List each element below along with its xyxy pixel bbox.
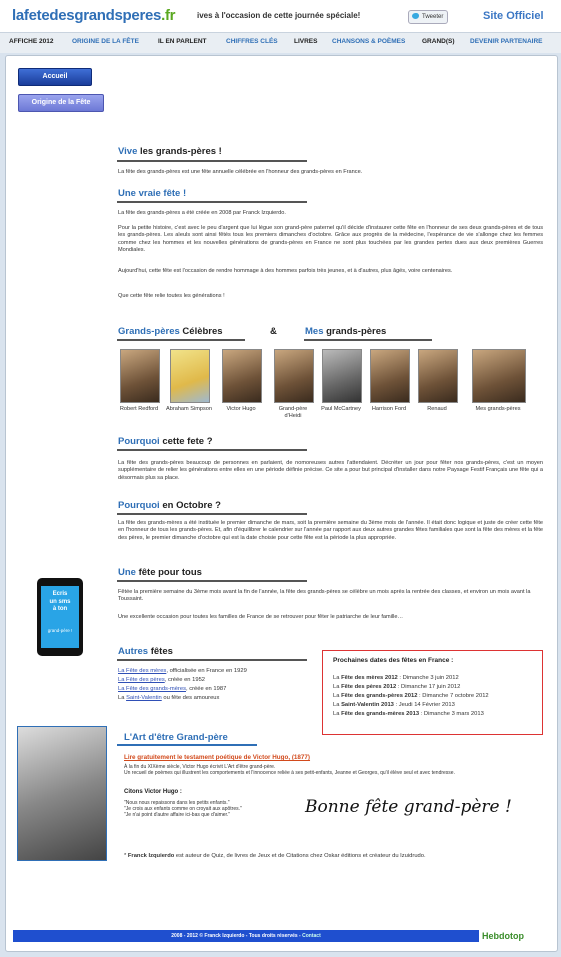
contact-link[interactable]: Contact (302, 933, 321, 939)
section-title-mes-grands-peres: Mes grands-pères (305, 326, 387, 337)
caption-grand-pere-heidi: Grand-père d'Heidi (278, 406, 308, 419)
section-title-octobre: Pourquoi en Octobre ? (118, 500, 221, 511)
nav-chiffres-cles[interactable]: CHIFFRES CLÉS (226, 38, 278, 45)
caption-victor-hugo: Victor Hugo (226, 406, 256, 412)
date-item: La Fête des grands-mères 2013 : Dimanche 3 mars 2013 (333, 711, 484, 717)
nav-chansons-poemes[interactable]: CHANSONS & POÈMES (332, 38, 406, 45)
section-divider (117, 513, 307, 515)
hugo-line-2: Un recueil de poèmes qui illustrent les comportements et l'innocence reliée à ses petit-enfants, Jeanne et Georges, qu'il élève seul et avec tendresse. (124, 770, 455, 776)
quote-3: "Je n'ai point d'autre affaire ici-bas que d'aimer." (124, 812, 231, 818)
nav-livres[interactable]: LIVRES (294, 38, 318, 45)
header-tagline: ives à l'occasion de cette journée spéciale! (197, 11, 361, 20)
section-title-art-grand-pere: L'Art d'être Grand-père (124, 732, 228, 743)
bonne-fete-signature: Bonne fête grand-père ! (305, 797, 512, 817)
portrait-robert-redford[interactable] (120, 349, 160, 403)
origine-fete-button[interactable]: Origine de la Fête (18, 94, 104, 112)
quote-2: "Je crois aux enfants comme on croyait aux apôtres." (124, 806, 242, 812)
portrait-mes-grands-peres[interactable] (472, 349, 526, 403)
link-fete-des-meres[interactable]: La Fête des mères (118, 668, 167, 674)
dates-heading: Prochaines dates des fêtes en France : (333, 657, 454, 664)
section-title-pourquoi: Pourquoi cette fete ? (118, 436, 213, 447)
testament-poetique-link[interactable]: Lire gratuitement le testament poétique de Victor Hugo, (1877) (124, 754, 311, 761)
hugo-line-1: À la fin du XIXème siècle, Victor Hugo écrivit L'Art d'être grand-père. (124, 764, 276, 770)
citons-heading: Citons Victor Hugo : (124, 789, 182, 795)
link-saint-valentin[interactable]: Saint-Valentin (126, 695, 162, 701)
vraie-fete-p1: La fête des grands-pères a été créée en 2008 par Franck Izquierdo. (118, 210, 286, 216)
section-title-fete-pour-tous: Une fête pour tous (118, 567, 202, 578)
section-divider (117, 580, 307, 582)
site-officiel-label: Site Officiel (483, 10, 544, 22)
caption-mes-grands-peres: Mes grands-pères (475, 406, 521, 412)
portrait-abraham-simpson[interactable] (170, 349, 210, 403)
twitter-bird-icon (412, 13, 419, 19)
fete-pour-tous-p1: Fêtée la première semaine du 3ème mois avant la fin de l'année, la fête des grands-pères se célèbre un mois après la rentrée des classes, et environ un mois avant la Toussaint. (118, 589, 531, 603)
tweet-button[interactable]: Tweeter (408, 10, 448, 24)
vraie-fete-p2: Pour la petite histoire, c'est avec le peu d'argent que lui légue son grand-père paternel qu'il décide d'instaurer cette fête en l'honneur de ses deux grands-pères et de tous les grands-pères. Les aïeuls sont ainsi fêtés tous les premiers dimanches d'octobre. Grâce aux progrès de la médecine, l'espérance de vie s'allonge chez les femmes comme chez les hommes et les nouvelles générations de grands-pères en France ne sont plus touchées par les grandes pertes dues aux deux premières Guerres Mondiales. (118, 225, 543, 254)
section-title-autres-fetes: Autres fêtes (118, 646, 173, 657)
caption-harrison-ford: Harrison Ford (371, 406, 407, 412)
nav-il-en-parlent[interactable]: IL EN PARLENT (158, 38, 207, 45)
caption-robert-redford: Robert Redford (119, 406, 159, 412)
vive-text: La fête des grands-pères est une fête annuelle célébrée en l'honneur des grands-pères en France. (118, 169, 363, 175)
date-item: La Fête des mères 2012 : Dimanche 3 juin 2012 (333, 675, 459, 681)
nav-affiche-2012[interactable]: AFFICHE 2012 (9, 38, 54, 45)
link-fete-des-peres[interactable]: La Fête des pères (118, 677, 165, 683)
sms-banner-subtext: grand-père ! (47, 628, 73, 633)
octobre-text: La fête des grands-mères a été instituée le premier dimanche de mars, soit la première semaine du 3ème mois de l'année. Il était donc logique et juste de créer cette fête en l'honneur de tous les grands-pères. Et, afin d'équilibrer le calendrier sur l'année par rapport aux deux autres grandes fêtes familiales que sont la fête des mères et la fête des pères, le premier dimanche d'octobre qui est la date choisie pour cette fête est la période la plus appropriée. (118, 520, 543, 541)
nav-origine-fete[interactable]: ORIGINE DE LA FÊTE (72, 38, 139, 45)
portrait-renaud[interactable] (418, 349, 458, 403)
footer-bar: 2008 - 2012 © Franck Izquierdo - Tous droits réservés - Contact (13, 930, 479, 942)
victor-hugo-photo (17, 726, 107, 861)
pourquoi-text: La fête des grands-pères beaucoup de personnes en parlaient, de nomoreuses autres l'attendaient. Décréter un jour pour fêter nos grands-pères, c'est un moyen supplémentaire de relier les générations entre elles en une période définie précise. Ce site a pour but principal d'installer dans notre Paysage Festif Français une fête qui a désormais plus sa place. (118, 460, 543, 481)
portrait-harrison-ford[interactable] (370, 349, 410, 403)
prochaines-dates-box (322, 650, 543, 735)
accueil-button[interactable]: Accueil (18, 68, 92, 86)
caption-paul-mccartney: Paul McCartney (321, 406, 361, 412)
portrait-paul-mccartney[interactable] (322, 349, 362, 403)
portrait-grand-pere-heidi[interactable] (274, 349, 314, 403)
nav-devenir-partenaire[interactable]: DEVENIR PARTENAIRE (470, 38, 543, 45)
section-title-vive: Vive les grands-pères ! (118, 146, 222, 157)
autre-fete-item: La Fête des grands-mères, créée en 1987 (118, 686, 227, 692)
section-divider (304, 339, 432, 341)
fete-pour-tous-p2: Une excellente occasion pour toutes les familles de France de se retrouver pour fêter le patriarche de leur famille… (118, 614, 404, 620)
sms-phone-banner[interactable] (37, 578, 83, 656)
author-credit: * Franck Izquierdo est auteur de Quiz, de livres de Jeux et de Citations chez Oskar éditions et créateur du Izuidrudo. (124, 853, 426, 859)
vraie-fete-p3: Aujourd'hui, cette fête est l'occasion de rendre hommage à des hommes parfois très jeunes, et à d'autres, plus âgés, voire centenaires. (118, 268, 453, 274)
quote-1: "Nous nous repaissons dans les petits enfants." (124, 800, 230, 806)
section-title-vraie-fete: Une vraie fête ! (118, 188, 187, 199)
autre-fete-item: La Saint-Valentin ou fête des amoureux (118, 695, 220, 701)
link-fete-des-grands-meres[interactable]: La Fête des grands-mères (118, 686, 186, 692)
nav-grands[interactable]: GRAND(S) (422, 38, 455, 45)
caption-abraham-simpson: Abraham Simpson (166, 406, 213, 412)
section-divider (117, 201, 307, 203)
site-header (0, 0, 561, 33)
site-logo[interactable]: lafetedesgrandsperes.fr (12, 7, 176, 24)
sms-banner-text: Ecris un sms à ton (49, 591, 71, 612)
portrait-victor-hugo[interactable] (222, 349, 262, 403)
section-title-celebres: Grands-pères Célèbres (118, 326, 223, 337)
main-nav (0, 33, 561, 53)
section-divider (117, 339, 245, 341)
section-divider (117, 659, 307, 661)
section-divider (117, 160, 307, 162)
vraie-fete-p4: Que cette fête relie toutes les générations ! (118, 293, 225, 299)
ampersand: & (270, 326, 277, 337)
date-item: La Fête des grands-pères 2012 : Dimanche 7 octobre 2012 (333, 693, 489, 699)
hebdotop-logo[interactable]: Hebdotop (482, 931, 524, 941)
date-item: La Fête des pères 2012 : Dimanche 17 juin 2012 (333, 684, 461, 690)
date-item: La Saint-Valentin 2013 : Jeudi 14 Février 2013 (333, 702, 455, 708)
autre-fete-item: La Fête des mères, officialisée en France en 1929 (118, 668, 247, 674)
section-divider (117, 744, 257, 746)
autre-fete-item: La Fête des pères, créée en 1952 (118, 677, 206, 683)
section-divider (117, 449, 307, 451)
caption-renaud: Renaud (427, 406, 447, 412)
